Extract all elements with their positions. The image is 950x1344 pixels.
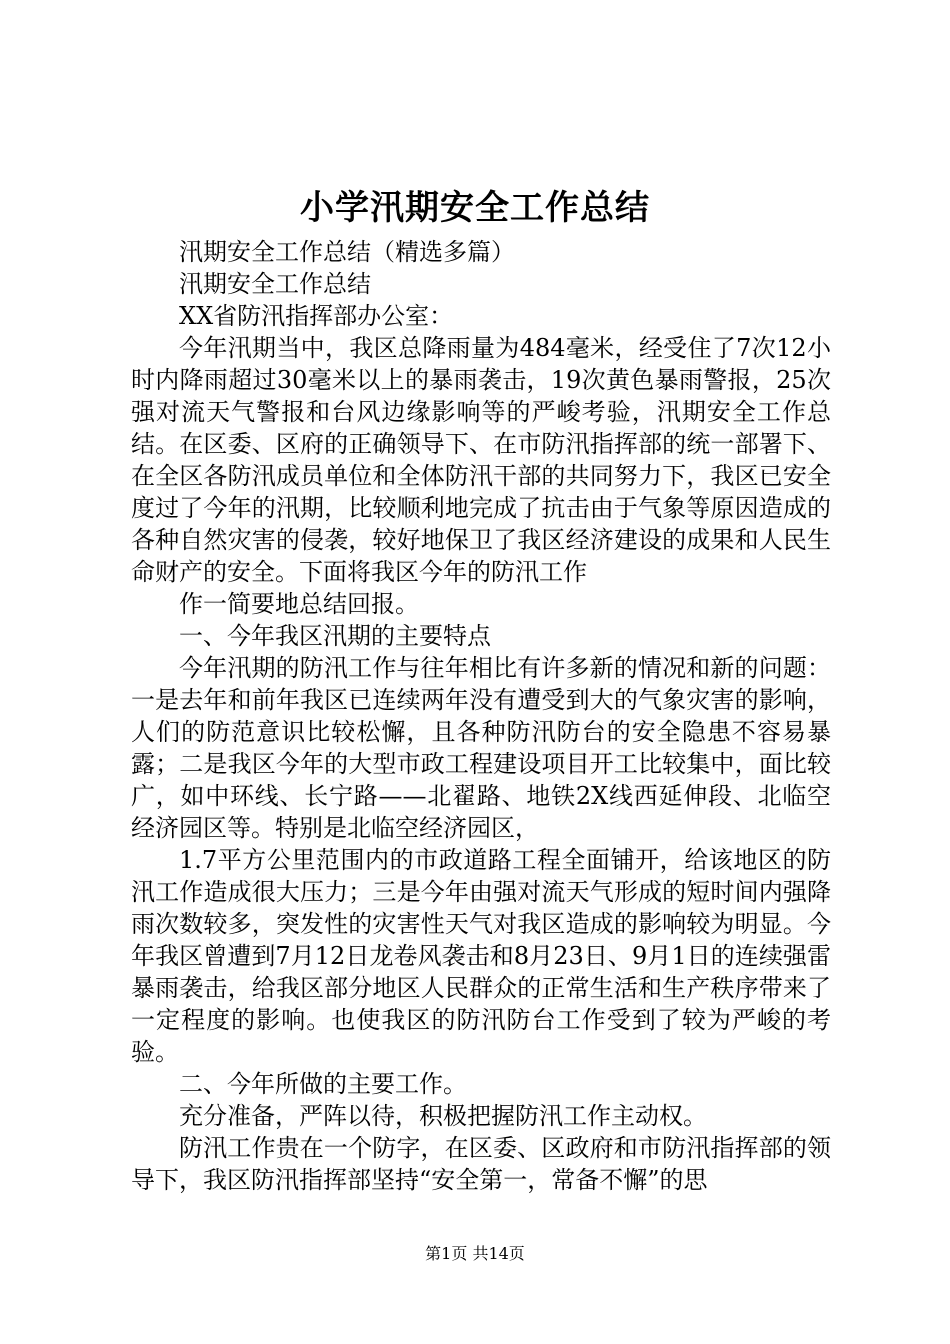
- document-title: 小学汛期安全工作总结: [300, 188, 650, 228]
- paragraph: 一、今年我区汛期的主要特点: [179, 622, 491, 650]
- page-number-footer: 第1页 共14页: [425, 1244, 525, 1263]
- paragraph: 作一简要地总结回报。: [179, 590, 419, 618]
- paragraph: XX省防汛指挥部办公室：: [179, 302, 454, 330]
- paragraph: 今年汛期当中，我区总降雨量为484毫米，经受住了7次12小时内降雨超过30毫米以上的暴雨袭击，19次黄色暴雨警报，25次强对流天气警报和台风边缘影响等的严峻考验，汛期安全工作总结。在区委、区府的正确领导下、在市防汛指挥部的统一部署下、在全区各防汛成员单位和全体防汛干部的共同努力下，我区已安全度过了今年的汛期，比较顺利地完成了抗击由于气象等原因造成的各种自然灾害的侵袭，较好地保卫了我区经济建设的成果和人民生命财产的安全。下面将我区今年的防汛工作: [131, 334, 831, 586]
- paragraph: 二、今年所做的主要工作。: [179, 1070, 467, 1098]
- paragraph: 1.7平方公里范围内的市政道路工程全面铺开，给该地区的防汛工作造成很大压力；三是今年由强对流天气形成的短时间内强降雨次数较多，突发性的灾害性天气对我区造成的影响较为明显。今年我区曾遭到7月12日龙卷风袭击和8月23日、9月1日的连续强雷暴雨袭击，给我区部分地区人民群众的正常生活和生产秩序带来了一定程度的影响。也使我区的防汛防台工作受到了较为严峻的考验。: [131, 846, 831, 1066]
- paragraph: 汛期安全工作总结: [179, 270, 371, 298]
- paragraph: 今年汛期的防汛工作与往年相比有许多新的情况和新的问题：一是去年和前年我区已连续两年没有遭受到大的气象灾害的影响，人们的防范意识比较松懈，且各种防汛防台的安全隐患不容易暴露；二是我区今年的大型市政工程建设项目开工比较集中，面比较广，如中环线、长宁路——北翟路、地铁2X线西延伸段、北临空经济园区等。特别是北临空经济园区，: [131, 654, 831, 842]
- paragraph: 汛期安全工作总结（精选多篇）: [179, 238, 515, 266]
- paragraph: 充分准备，严阵以待，积极把握防汛工作主动权。: [179, 1102, 707, 1130]
- document-body: [131, 236, 831, 1196]
- paragraph: 防汛工作贵在一个防字，在区委、区政府和市防汛指挥部的领导下，我区防汛指挥部坚持“安全第一，常备不懈”的思: [131, 1134, 831, 1194]
